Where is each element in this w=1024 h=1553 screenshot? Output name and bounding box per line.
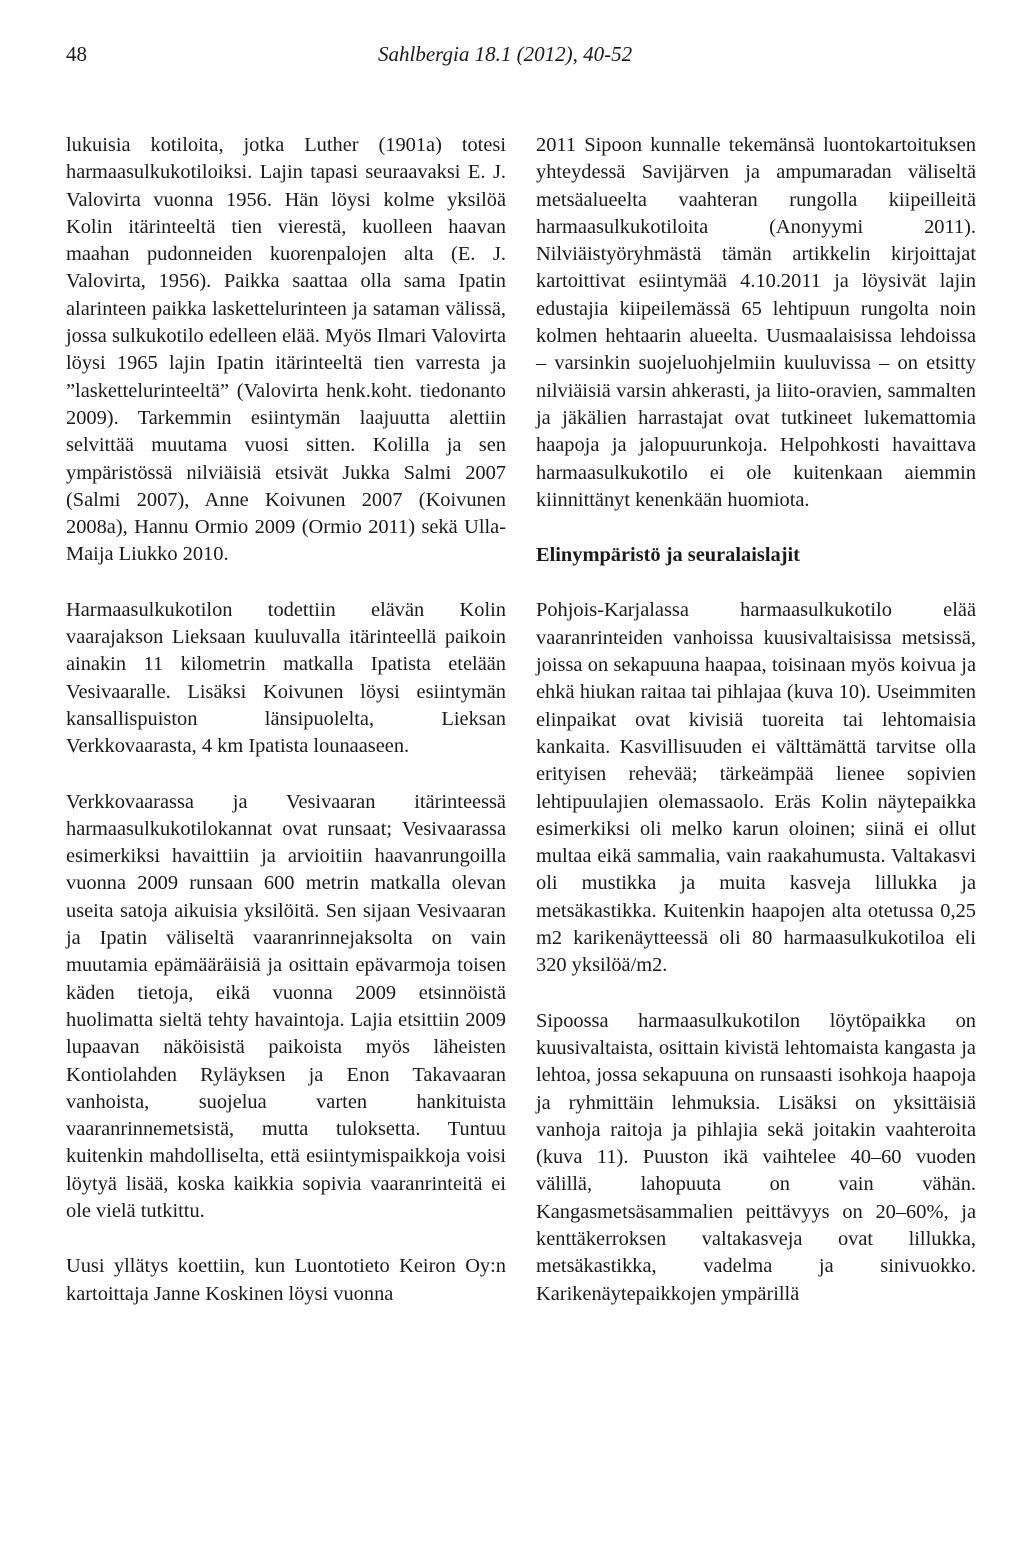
paragraph: lukuisia kotiloita, jotka Luther (1901a) totesi harmaasulkukotiloiksi. Lajin tapasi seuraavaksi E. J. Valovirta vuonna 1956. Hän löysi kolme yksilöä Kolin itärinteeltä tien vierestä, kuolleen haavan maahan pudonneiden kuorenpalojen alta (E. J. Valovirta, 1956). Paikka saattaa olla sama Ipatin alarinteen paikka laskettelurinteen ja sataman välissä, jossa sulkukotilo edelleen elää. Myös Ilmari Valovirta löysi 1965 lajin Ipatin itärinteeltä tien varresta ja ”laskettelurinteeltä” (Valovirta henk.koht. tiedonanto 2009). Tarkemmin esiintymän laajuutta alettiin selvittää muutama vuosi sitten. Kolilla ja sen ympäristössä nilviäisiä etsivät Jukka Salmi 2007 (Salmi 2007), Anne Koivunen 2007 (Koivunen 2008a), Hannu Ormio 2009 (Ormio 2011) sekä Ulla-Maija Liukko 2010.	[66, 134, 506, 566]
paragraph: Uusi yllätys koettiin, kun Luontotieto Keiron Oy:n kartoittaja Janne Koskinen löysi vuonna	[66, 1255, 506, 1305]
page-number: 48	[66, 42, 87, 66]
paragraph: 2011 Sipoon kunnalle tekemänsä luontokartoituksen yhteydessä Savijärven ja ampumaradan väliseltä metsäalueelta vaahteran rungolla kiipeilleitä harmaasulkukotiloita (Anonyymi 2011). Nilviäistyöryhmästä tämän artikkelin kirjoittajat kartoittivat esiintymää 4.10.2011 ja löysivät lajin edustajia kiipeilemässä 65 lehtipuun rungolta noin kolmen hehtaarin alueelta. Uusmaalaisissa lehdoissa – varsinkin suojeluohjelmiin kuuluvissa – on etsitty nilviäisiä varsin ahkerasti, ja liito-oravien, sammalten ja jäkälien harrastajat ovat tutkineet lukemattomia haapoja ja jalopuurunkoja. Helpohkosti havaittava harmaasulkukotilo ei ole kuitenkaan aiemmin kiinnittänyt kenenkään huomiota.	[536, 134, 976, 511]
page-header	[0, 42, 1024, 82]
right-column	[536, 132, 976, 1308]
paragraph: Harmaasulkukotilon todettiin elävän Kolin vaarajakson Lieksaan kuuluvalla itärinteellä paikoin ainakin 11 kilometrin matkalla Ipatista etelään Vesivaaralle. Lisäksi Koivunen löysi esiintymän kansallispuiston länsipuolelta, Lieksan Verkkovaarasta, 4 km Ipatista lounaaseen.	[66, 598, 506, 758]
running-title: Sahlbergia 18.1 (2012), 40-52	[378, 42, 633, 66]
left-column	[66, 132, 506, 1308]
paragraph: Pohjois-Karjalassa harmaasulkukotilo elää vaaranrinteiden vanhoissa kuusivaltaisissa metsissä, joissa on sekapuuna haapaa, toisinaan myös koivua ja ehkä hiukan raitaa tai pihlajaa (kuva 10). Useimmiten elinpaikat ovat kivisiä tuoreita tai lehtomaisia kankaita. Kasvillisuuden ei välttämättä tarvitse olla erityisen rehevää; tärkeämpää lienee sopivien lehtipuulajien olemassaolo. Eräs Kolin näytepaikka esimerkiksi oli melko karun oloinen; siinä ei ollut multaa eikä sammalia, vain raakahumusta. Valtakasvi oli mustikka ja muita kasveja lillukka ja metsäkastikka. Kuitenkin haapojen alta otetussa 0,25 m2 karikenäytteessä oli 80 harmaasulkukotiloa eli 320 yksilöä/m2.	[536, 599, 976, 977]
section-heading: Elinympäristö ja seuralaislajit	[536, 544, 800, 567]
paragraph: Sipoossa harmaasulkukotilon löytöpaikka on kuusivaltaista, osittain kivistä lehtomaista kangasta ja lehtoa, jossa sekapuuna on runsaasti isohkoja haapoja ja ryhmittäin lehmuksia. Lisäksi on yksittäisiä vanhoja raitoja ja pihlajia sekä joitakin vaahteroita (kuva 11). Puuston ikä vaihtelee 40–60 vuoden välillä, lahopuuta on vain vähän. Kangasmetsäsammalien peittävyys on 20–60%, ja kenttäkerroksen valtakasveja ovat lillukka, metsäkastikka, vadelma ja sinivuokko. Karikenäytepaikkojen ympärillä	[536, 1009, 976, 1305]
paragraph: Verkkovaarassa ja Vesivaaran itärinteessä harmaasulkukotilokannat ovat runsaat; Vesivaarassa esimerkiksi havaittiin ja arvioitiin haavanrungoilla vuonna 2009 runsaan 600 metrin matkalla olevan useita satoja aikuisia yksilöitä. Sen sijaan Vesivaaran ja Ipatin väliseltä vaaranrinnejaksolta on vain muutamia epämääräisiä ja osittain epävarmoja toisen käden tietoja, eikä vuonna 2009 etsinnöistä huolimatta sieltä tehty havaintoja. Lajia etsittiin 2009 lupaavan näköisistä paikoista myös läheisten Kontiolahden Ryläyksen ja Enon Takavaaran vanhoista, suojelua varten hankituista vaaranrinnemetsistä, mutta tuloksetta. Tuntuu kuitenkin mahdolliselta, että esiintymispaikkoja voisi löytyä lisää, koska kaikkia sopivia vaaranrinteitä ei ole vielä tutkittu.	[66, 790, 506, 1222]
